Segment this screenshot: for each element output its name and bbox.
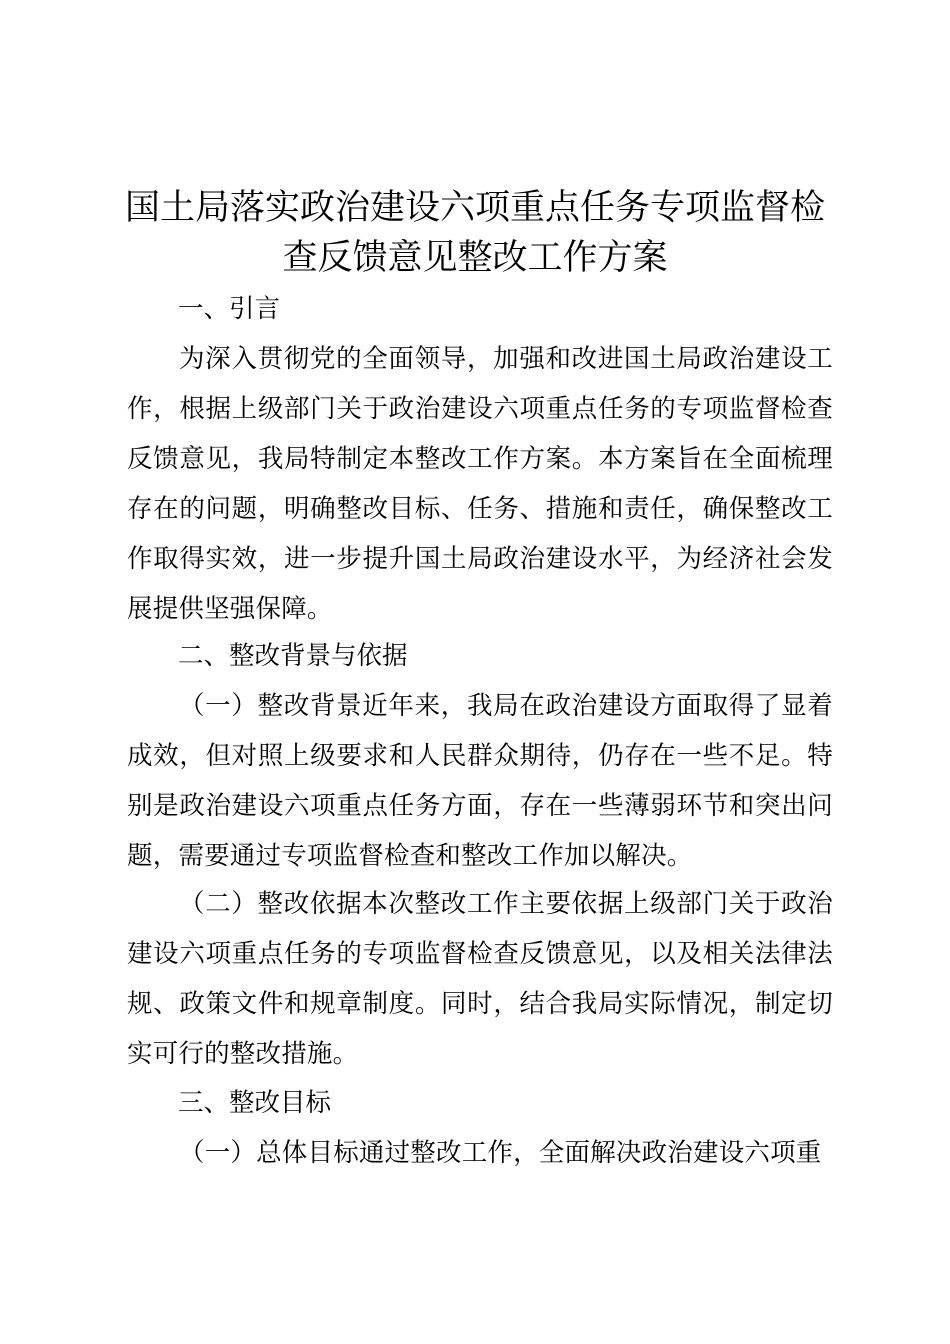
document-title-line1: 国土局落实政治建设六项重点任务专项监督检 (124, 188, 825, 228)
section-heading-goals: 三、整改目标 (178, 1088, 332, 1118)
section-heading-background: 二、整改背景与依据 (178, 641, 408, 671)
paragraph-introduction: 为深入贯彻党的全面领导，加强和改进国土局政治建设工作，根据上级部门关于政治建设六项重点任务的专项监督检查反馈意见，我局特制定本整改工作方案。本方案旨在全面梳理存在的问题，明确整改目标、任务、措施和责任，确保整改工作取得实效，进一步提升国土局政治建设水平，为经济社会发展提供坚强保障。 (127, 344, 833, 624)
paragraph-basis: （二）整改依据本次整改工作主要依据上级部门关于政治建设六项重点任务的专项监督检查反馈意见，以及相关法律法规、政策文件和规章制度。同时，结合我局实际情况，制定切实可行的整改措施。 (127, 889, 833, 1069)
paragraph-overall-goal: （一）总体目标通过整改工作，全面解决政治建设六项重 (179, 1138, 822, 1168)
section-heading-introduction: 一、引言 (178, 294, 281, 324)
document-title-line2: 查反馈意见整改工作方案 (282, 238, 668, 278)
paragraph-background: （一）整改背景近年来，我局在政治建设方面取得了显着成效，但对照上级要求和人民群众期待，仍存在一些不足。特别是政治建设六项重点任务方面，存在一些薄弱环节和突出问题，需要通过专项监督检查和整改工作加以解决。 (127, 691, 833, 871)
